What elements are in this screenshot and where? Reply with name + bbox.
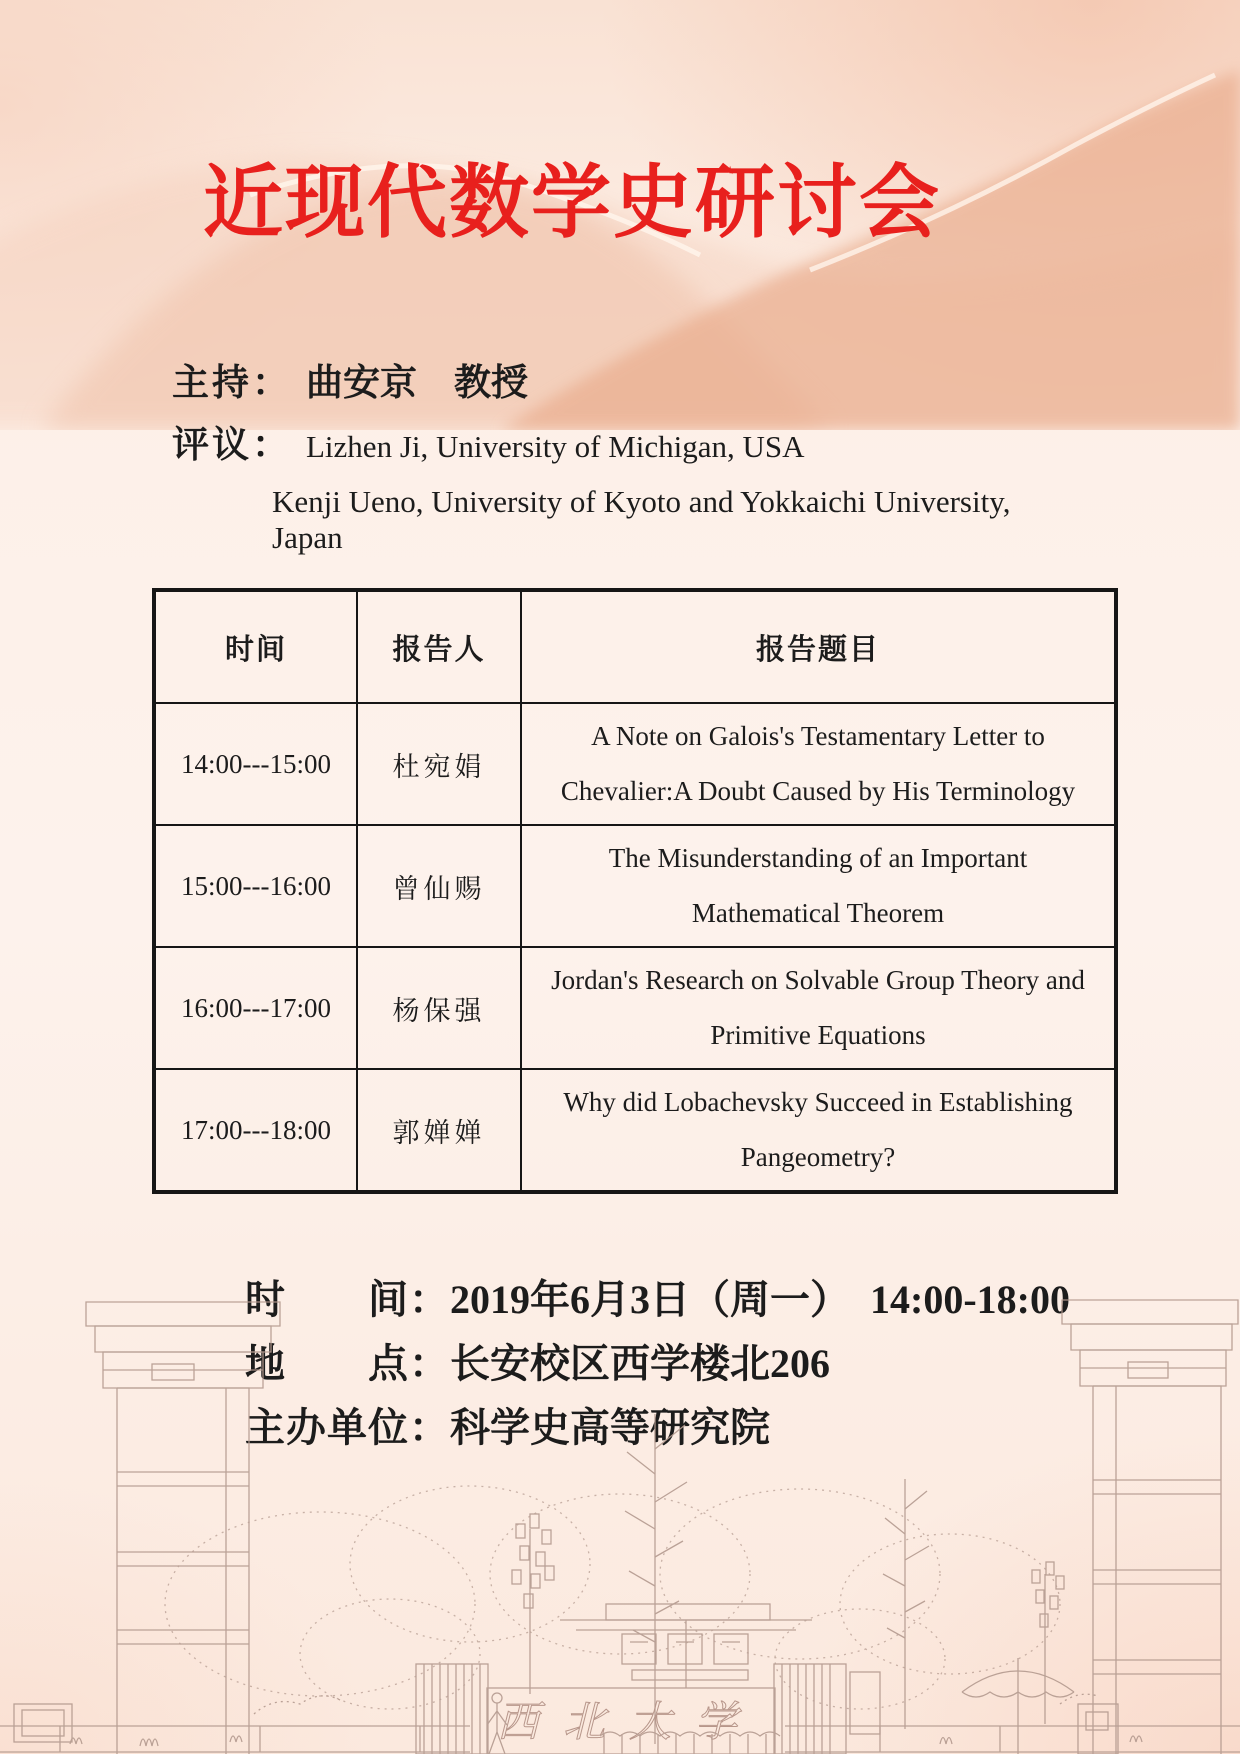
detail-place-label: 地 点： xyxy=(245,1341,450,1386)
cell-title: A Note on Galois's Testamentary Letter to Chevalier:A Doubt Caused by His Terminology xyxy=(521,703,1116,825)
table-row xyxy=(154,703,1116,825)
cell-title: Jordan's Research on Solvable Group Theory and Primitive Equations xyxy=(521,947,1116,1069)
detail-organizer-value: 科学史高等研究院 xyxy=(450,1405,770,1450)
detail-organizer-label: 主办单位： xyxy=(245,1405,450,1450)
cell-time: 15:00---16:00 xyxy=(154,825,357,947)
host-name: 曲安京 教授 xyxy=(306,363,528,404)
table-row xyxy=(154,947,1116,1069)
detail-time-value: 2019年6月3日（周一） 14:00-18:00 xyxy=(450,1277,1070,1322)
host-label: 主持： xyxy=(172,363,292,404)
cell-title: Why did Lobachevsky Succeed in Establishing Pangeometry? xyxy=(521,1069,1116,1192)
cell-speaker: 曾仙赐 xyxy=(357,825,521,947)
header-time: 时间 xyxy=(154,590,357,703)
cell-time: 14:00---15:00 xyxy=(154,703,357,825)
detail-time-label: 时 间： xyxy=(245,1277,450,1322)
page-title: 近现代数学史研讨会 xyxy=(203,158,941,247)
cell-speaker: 郭婵婵 xyxy=(357,1069,521,1192)
cell-time: 16:00---17:00 xyxy=(154,947,357,1069)
table-header-row xyxy=(154,590,1116,703)
cell-speaker: 杜宛娟 xyxy=(357,703,521,825)
university-gate-sketch xyxy=(0,1274,1240,1754)
table-row xyxy=(154,1069,1116,1192)
detail-place-value: 长安校区西学楼北206 xyxy=(450,1341,830,1386)
header-title: 报告题目 xyxy=(521,590,1116,703)
header-speaker: 报告人 xyxy=(357,590,521,703)
review-line xyxy=(172,414,805,468)
cell-speaker: 杨保强 xyxy=(357,947,521,1069)
table-row xyxy=(154,825,1116,947)
gate-sign-calligraphy: 西北大学 xyxy=(496,1700,762,1746)
host-line xyxy=(172,352,528,406)
schedule-table xyxy=(152,588,1118,1194)
review-label: 评议： xyxy=(172,425,292,466)
cell-time: 17:00---18:00 xyxy=(154,1069,357,1192)
reviewer-1: Lizhen Ji, University of Michigan, USA xyxy=(306,429,805,464)
cell-title: The Misunderstanding of an Important Mathematical Theorem xyxy=(521,825,1116,947)
reviewer-2: Kenji Ueno, University of Kyoto and Yokkaichi University, Japan xyxy=(272,484,1011,555)
